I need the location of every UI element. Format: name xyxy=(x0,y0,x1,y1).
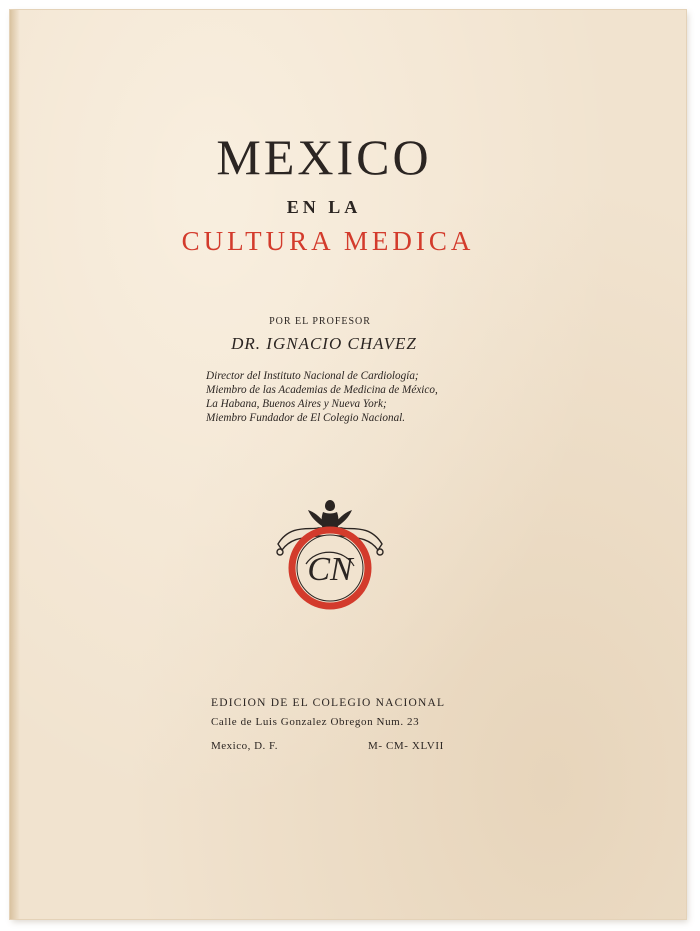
publication-year: M- CM- XLVII xyxy=(368,740,444,752)
cover-subtitle: EN LA xyxy=(286,197,362,217)
credit-line: Miembro de las Academias de Medicina de México, xyxy=(206,384,438,396)
cover-title: MEXICO xyxy=(216,129,432,185)
credit-line: Miembro Fundador de El Colegio Nacional. xyxy=(206,412,406,424)
author-name: DR. IGNACIO CHAVEZ xyxy=(231,334,417,353)
credit-line: Director del Instituto Nacional de Cardiología; xyxy=(206,370,419,382)
by-line: POR EL PROFESOR xyxy=(269,316,371,327)
eagle-seal-icon xyxy=(270,494,390,616)
credit-line: La Habana, Buenos Aires y Nueva York; xyxy=(206,398,387,410)
publication-city: Mexico, D. F. xyxy=(211,740,279,752)
seal-monogram: CN xyxy=(307,551,353,588)
cover-title-red: CULTURA MEDICA xyxy=(181,226,475,256)
publisher: EDICION DE EL COLEGIO NACIONAL xyxy=(211,697,446,709)
author-credits xyxy=(206,369,456,425)
publisher-address: Calle de Luis Gonzalez Obregon Num. 23 xyxy=(211,716,420,728)
